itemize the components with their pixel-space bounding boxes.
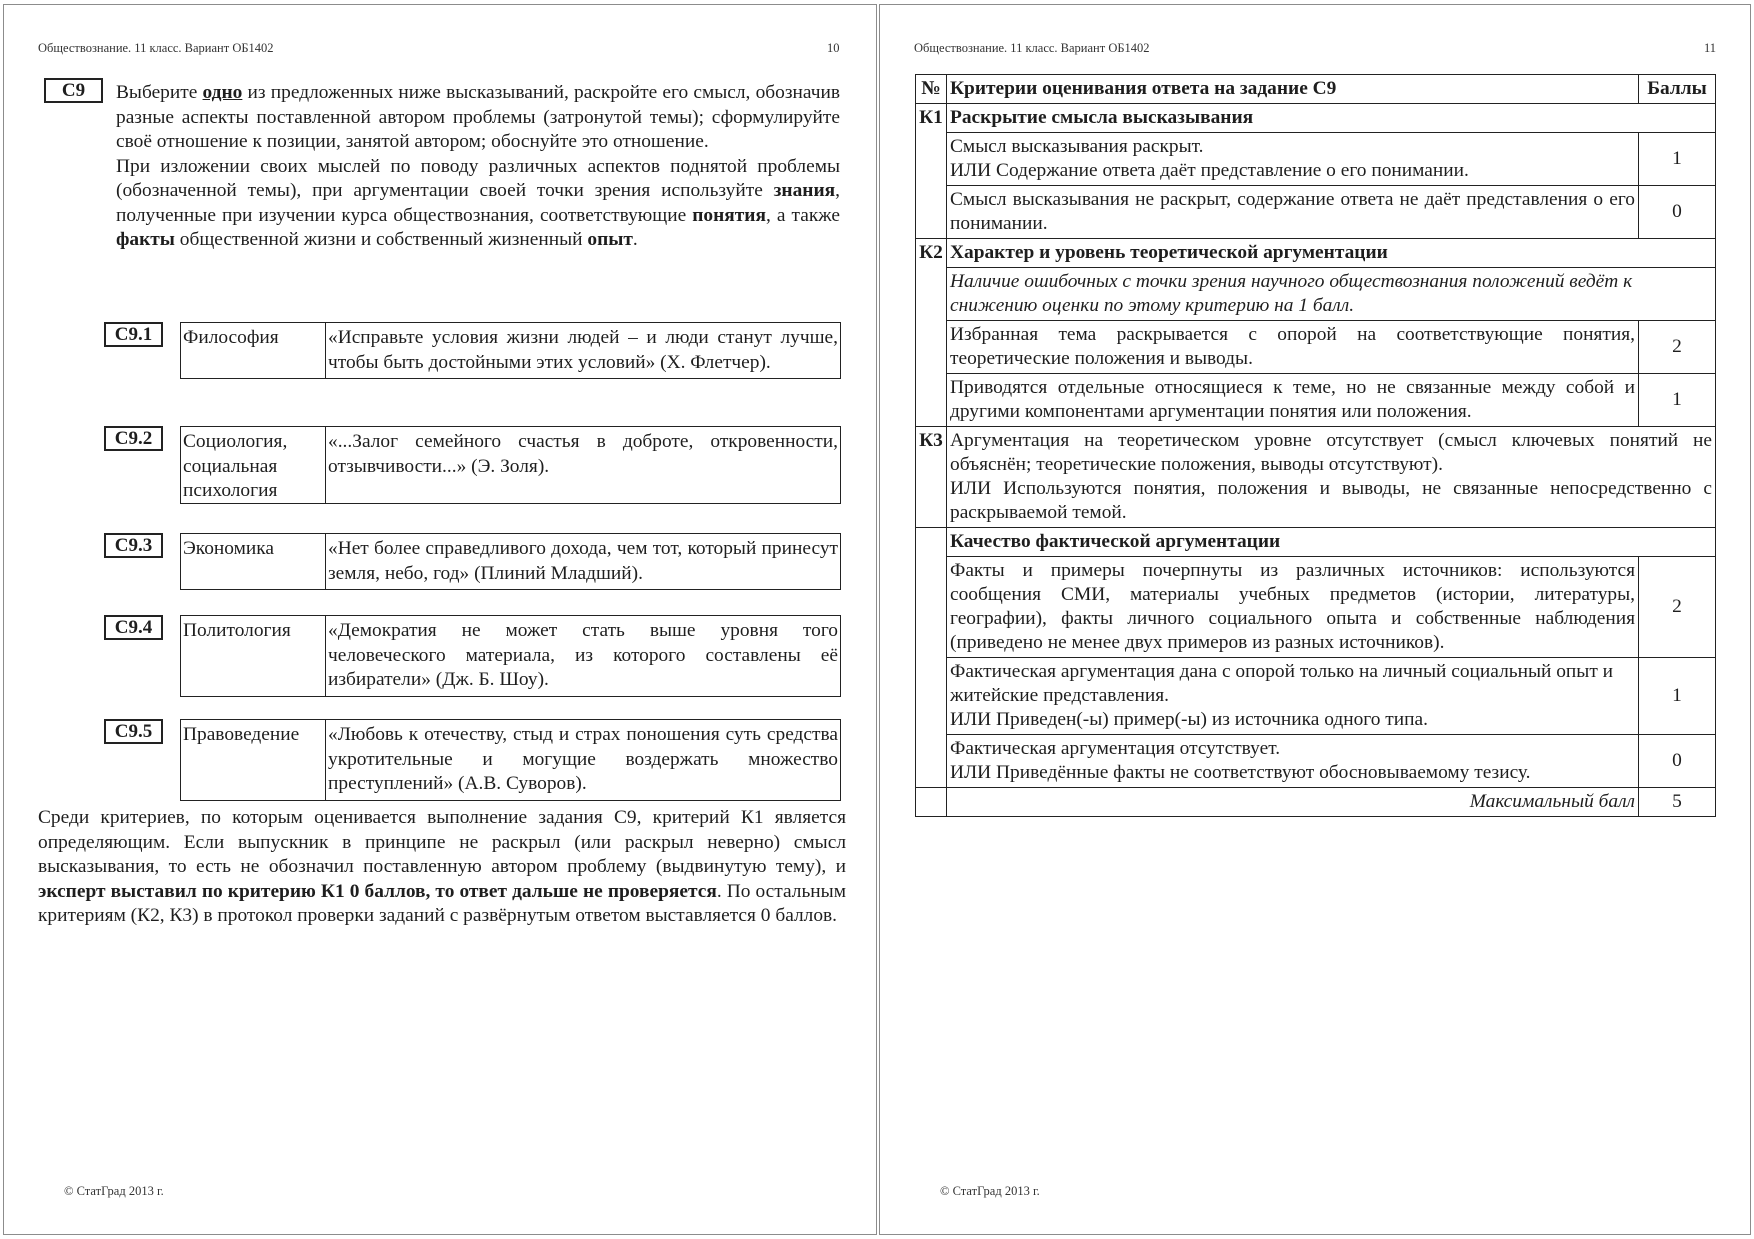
points-value: 1 (1639, 658, 1716, 735)
criterion-description: Аргументация на теоретическом уровне отсутствует (смысл ключевых понятий не объяснён; теоретические положения, выводы отсутствуют). ИЛИ Используются понятия, положения и выводы, не связанные непосредственно с раскрываемой темой. (947, 427, 1716, 528)
page-number: 10 (827, 41, 840, 55)
points-value: 1 (1639, 374, 1716, 427)
criterion-description: Смысл высказывания раскрыт. ИЛИ Содержание ответа даёт представление о его понимании. (947, 133, 1639, 186)
table-row (916, 186, 1716, 239)
subtask-quote: «Демократия не может стать выше уровня того человеческого материала, из которого составлены её избиратели» (Дж. Б. Шоу). (328, 620, 838, 690)
subtask-quote: «Исправьте условия жизни людей – и люди станут лучше, чтобы быть достойными этих условий» (Х. Флетчер). (328, 327, 838, 373)
column-header-criteria: Критерии оценивания ответа на задание С9 (947, 75, 1639, 104)
copyright: © СтатГрад 2013 г. (940, 1184, 1040, 1198)
criterion-description: Факты и примеры почерпнуты из различных источников: используются сообщения СМИ, материалы учебных предметов (истории, литературы, географии), факты личного социального опыта и собственные наблюдения (приведено не менее двух примеров из разных источников). (947, 557, 1639, 658)
criterion-k2-title-row (916, 239, 1716, 268)
criterion-k3-title-row (916, 528, 1716, 557)
task-instructions (116, 81, 840, 253)
points-value: 2 (1639, 321, 1716, 374)
points-value: 0 (1639, 186, 1716, 239)
subtask-label: С9.3 (104, 533, 163, 558)
column-header-number: № (916, 75, 947, 104)
criterion-description: Фактическая аргументация дана с опорой только на личный социальный опыт и житейские представления. ИЛИ Приведен(-ы) пример(-ы) из источника одного типа. (947, 658, 1639, 735)
criterion-title: Характер и уровень теоретической аргументации (947, 239, 1716, 268)
running-header: Обществознание. 11 класс. Вариант ОБ1402 (914, 41, 1150, 55)
table-row (916, 735, 1716, 788)
running-header: Обществознание. 11 класс. Вариант ОБ1402 (38, 41, 274, 55)
points-value: 1 (1639, 133, 1716, 186)
table-row (916, 374, 1716, 427)
grading-note-emphasis: эксперт выставил по критерию К1 0 баллов, то ответ дальше не проверяется (38, 880, 717, 902)
emphasis-concepts: понятия (692, 204, 766, 226)
points-value: 0 (1639, 735, 1716, 788)
table-row (916, 268, 1716, 321)
page-number: 11 (1704, 41, 1717, 55)
subtask-table (180, 426, 841, 504)
criterion-description: Фактическая аргументация отсутствует. ИЛИ Приведённые факты не соответствуют обосновываемому тезису. (947, 735, 1639, 788)
max-score-row (916, 788, 1716, 817)
subtask-subject: Политология (181, 616, 326, 696)
subtask-subject: Социология, социальная психология (181, 427, 326, 503)
subtask-table (180, 322, 841, 379)
table-row (916, 658, 1716, 735)
subtask-subject: Экономика (181, 534, 326, 589)
subtask-table (180, 615, 841, 697)
criterion-note: Наличие ошибочных с точки зрения научного обществознания положений ведёт к снижению оценки по этому критерию на 1 балл. (947, 268, 1716, 321)
instruction-paragraph-2: При изложении своих мыслей по поводу различных аспектов поднятой проблемы (обозначенной темы), при аргументации своей точки зрения используйте знания, полученные при изучении курса обществознания, соответствующие понятия, а также факты общественной жизни и собственный жизненный опыт. (116, 155, 840, 250)
subtask-label: С9.1 (104, 322, 163, 347)
criterion-number: К2 (916, 239, 947, 268)
subtask-label: С9.2 (104, 426, 163, 451)
emphasis-one: одно (202, 82, 243, 103)
emphasis-knowledge: знания (773, 180, 836, 201)
table-row (916, 557, 1716, 658)
subtask-quote: «...Залог семейного счастья в доброте, откровенности, отзывчивости...» (Э. Золя). (328, 431, 838, 477)
copyright: © СтатГрад 2013 г. (64, 1184, 164, 1198)
task-label: С9 (44, 78, 103, 103)
table-row (916, 133, 1716, 186)
table-header-row (916, 75, 1716, 104)
criterion-k1-title-row (916, 104, 1716, 133)
criterion-title: Качество фактической аргументации (947, 528, 1716, 557)
max-score-label: Максимальный балл (947, 788, 1639, 817)
grading-note: Среди критериев, по которым оценивается выполнение задания С9, критерий К1 является определяющим. Если выпускник в принципе не раскрыл (или раскрыл неверно) смысл высказывания, то есть не обозначил поставленную автором проблему (выдвинутую тему), и эксперт выставил по критерию К1 0 баллов, то ответ дальше не проверяется. По остальным критериям (К2, К3) в протокол проверки заданий с развёрнутым ответом выставляется 0 баллов. (38, 807, 846, 926)
subtask-label: С9.5 (104, 719, 163, 744)
subtask-subject: Правоведение (181, 720, 326, 800)
subtask-subject: Философия (181, 323, 326, 378)
criterion-description: Приводятся отдельные относящиеся к теме, но не связанные между собой и другими компонентами аргументации понятия или положения. (947, 374, 1639, 427)
subtask-table (180, 533, 841, 590)
criterion-title: Раскрытие смысла высказывания (947, 104, 1716, 133)
criterion-description: Смысл высказывания не раскрыт, содержание ответа не даёт представления о его понимании. (947, 186, 1639, 239)
subtask-label: С9.4 (104, 615, 163, 640)
criterion-number: К3 (916, 427, 947, 528)
table-row (916, 427, 1716, 528)
points-value: 2 (1639, 557, 1716, 658)
subtask-table (180, 719, 841, 801)
page-left (3, 4, 877, 1235)
criteria-table (915, 74, 1716, 817)
instruction-paragraph-1: Выберите одно из предложенных ниже высказываний, раскройте его смысл, обозначив разные аспекты поставленной автором проблемы (затронутой темы); сформулируйте своё отношение к позиции, занятой автором; обоснуйте это отношение. (116, 82, 840, 152)
page-right (879, 4, 1751, 1235)
emphasis-facts: факты (116, 229, 175, 250)
criterion-description: Избранная тема раскрывается с опорой на соответствующие понятия, теоретические положения и выводы. (947, 321, 1639, 374)
emphasis-experience: опыт (587, 229, 633, 250)
criterion-number: К1 (916, 104, 947, 133)
max-score-value: 5 (1639, 788, 1716, 817)
table-row (916, 321, 1716, 374)
subtask-quote: «Нет более справедливого дохода, чем тот, который принесут земля, небо, год» (Плиний Младший). (328, 538, 838, 584)
subtask-quote: «Любовь к отечеству, стыд и страх поношения суть средства укротительные и могущие воздержать множество преступлений» (А.В. Суворов). (328, 724, 838, 794)
column-header-points: Баллы (1639, 75, 1716, 104)
